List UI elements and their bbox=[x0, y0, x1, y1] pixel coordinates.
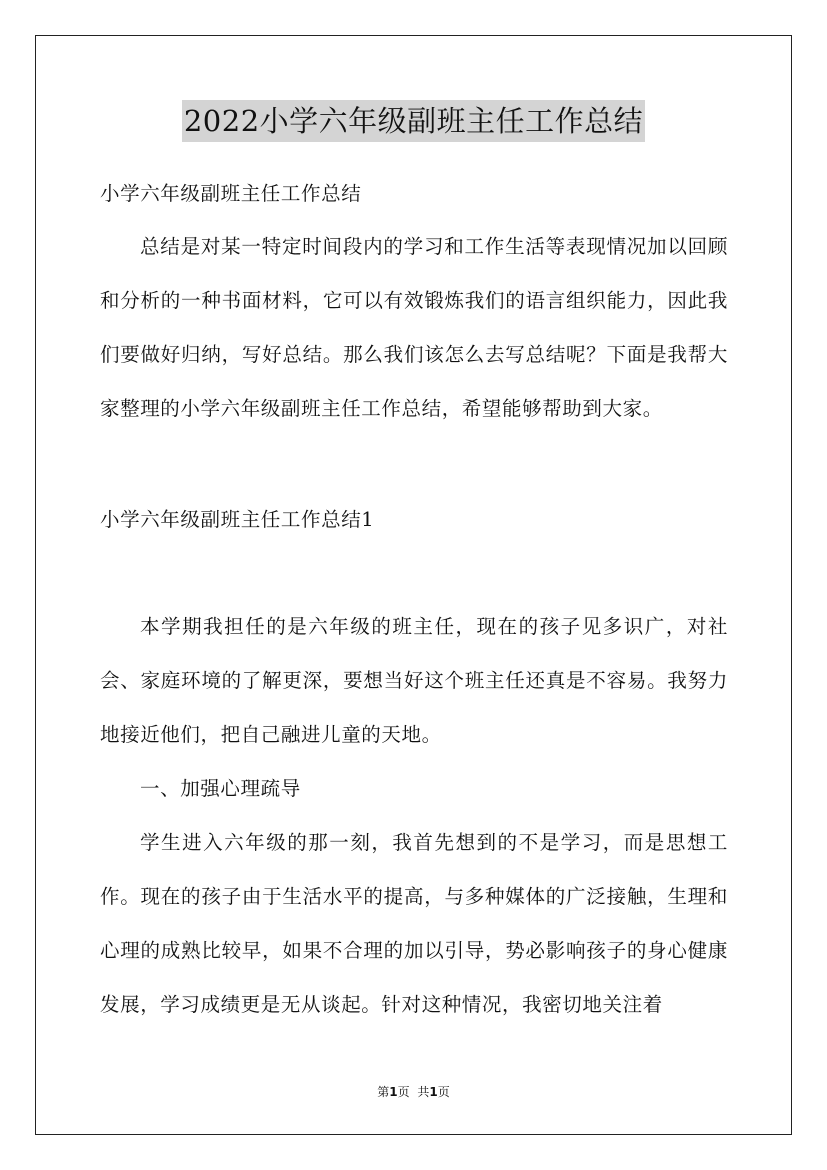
footer-total-number: 1 bbox=[429, 1085, 438, 1099]
intro-paragraph: 总结是对某一特定时间段内的学习和工作生活等表现情况加以回顾和分析的一种书面材料，它可以有效锻炼我们的语言组织能力，因此我们要做好归纳，写好总结。那么我们该怎么去写总结呢？下面是我帮大家整理的小学六年级副班主任工作总结，希望能够帮助到大家。 bbox=[100, 235, 728, 420]
point-heading: 一、加强心理疏导 bbox=[140, 777, 301, 800]
footer-total-prefix: 共 bbox=[417, 1085, 430, 1099]
body-paragraph-1: 本学期我担任的是六年级的班主任，现在的孩子见多识广，对社会、家庭环境的了解更深，要想当好这个班主任还真是不容易。我努力地接近他们，把自己融进儿童的天地。 bbox=[100, 615, 728, 746]
body-paragraph-2: 学生进入六年级的那一刻，我首先想到的不是学习，而是思想工作。现在的孩子由于生活水平的提高，与多种媒体的广泛接触，生理和心理的成熟比较早，如果不合理的加以引导，势必影响孩子的身心健康发展，学习成绩更是无从谈起。针对这种情况，我密切地关注着 bbox=[100, 831, 728, 1016]
section-heading: 小学六年级副班主任工作总结1 bbox=[100, 508, 375, 531]
footer-page-number: 1 bbox=[389, 1085, 398, 1099]
footer-page-prefix: 第 bbox=[377, 1085, 390, 1099]
document-subtitle: 小学六年级副班主任工作总结 bbox=[100, 182, 362, 205]
page-footer bbox=[0, 1084, 827, 1100]
footer-total-suffix: 页 bbox=[437, 1085, 450, 1099]
footer-page-suffix: 页 bbox=[397, 1085, 410, 1099]
title-container bbox=[0, 100, 827, 142]
document-title: 2022小学六年级副班主任工作总结 bbox=[182, 100, 645, 142]
